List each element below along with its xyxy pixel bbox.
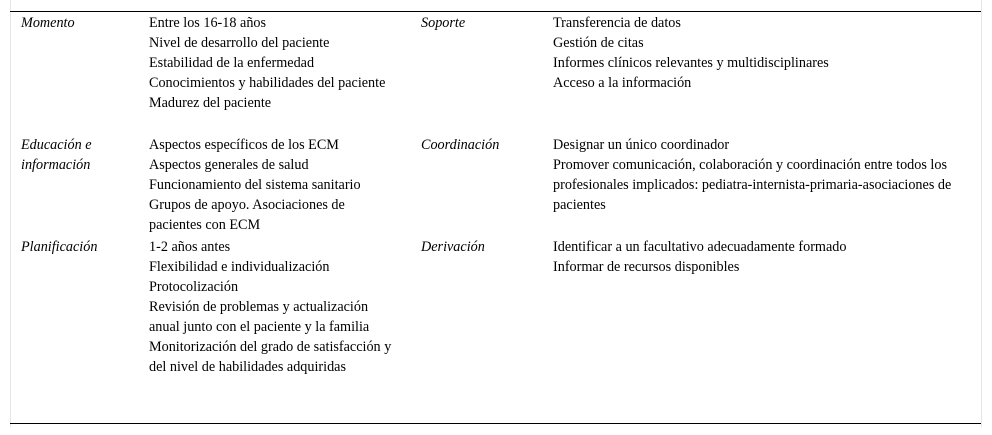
list-item: Identificar a un facultativo adecuadamente formado xyxy=(553,239,847,255)
list-item: Informes clínicos relevantes y multidisciplinares xyxy=(553,55,829,71)
list-item: Designar un único coordinador xyxy=(553,137,730,153)
row-items-coordinacion xyxy=(553,135,958,215)
list-item: Conocimientos y habilidades del paciente xyxy=(149,75,386,91)
row-term-coordinacion: Coordinación xyxy=(421,137,500,153)
row-items-soporte xyxy=(553,13,958,93)
row-term-planificacion: Planificación xyxy=(21,239,98,255)
row-term-derivacion: Derivación xyxy=(421,239,485,255)
list-item: Transferencia de datos xyxy=(553,15,681,31)
list-item: Acceso a la información xyxy=(553,75,692,91)
row-term-educacion: Educación e información xyxy=(21,137,92,173)
list-item: Protocolización xyxy=(149,279,239,295)
list-item: Aspectos generales de salud xyxy=(149,157,309,173)
list-item: Entre los 16-18 años xyxy=(149,15,267,31)
row-items-momento xyxy=(149,13,394,113)
list-item: Madurez del paciente xyxy=(149,95,272,111)
table-top-rule xyxy=(10,11,981,12)
table-bottom-rule xyxy=(10,423,981,424)
list-item: Flexibilidad e individualización xyxy=(149,259,330,275)
list-item: Informar de recursos disponibles xyxy=(553,259,740,275)
row-items-derivacion xyxy=(553,237,958,277)
list-item: Gestión de citas xyxy=(553,35,644,51)
list-item: Aspectos específicos de los ECM xyxy=(149,137,339,153)
list-item: Revisión de problemas y actualización anual junto con el paciente y la familia xyxy=(149,299,370,335)
list-item: Estabilidad de la enfermedad xyxy=(149,55,315,71)
row-items-planificacion xyxy=(149,237,394,377)
list-item: 1-2 años antes xyxy=(149,239,231,255)
list-item: Monitorización del grado de satisfacción y del nivel de habilidades adquiridas xyxy=(149,339,392,375)
list-item: Promover comunicación, colaboración y coordinación entre todos los profesionales implicados: pediatra-internista-primaria-asociaciones de pacientes xyxy=(553,157,952,213)
row-items-educacion xyxy=(149,135,394,235)
row-term-soporte: Soporte xyxy=(421,15,466,31)
row-term-momento: Momento xyxy=(21,15,75,31)
list-item: Nivel de desarrollo del paciente xyxy=(149,35,330,51)
list-item: Grupos de apoyo. Asociaciones de pacientes con ECM xyxy=(149,197,345,233)
list-item: Funcionamiento del sistema sanitario xyxy=(149,177,361,193)
